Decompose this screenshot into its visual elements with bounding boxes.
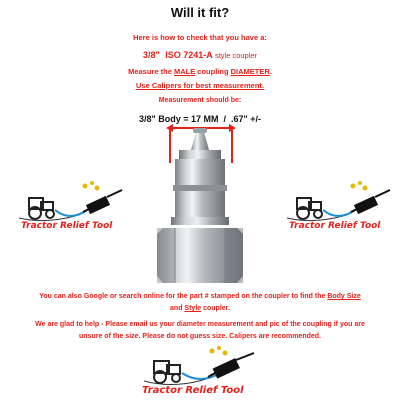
brand-logo-bottom	[130, 345, 270, 400]
brand-name-left: Tractor Relief Tool	[21, 221, 113, 231]
measure-end: .	[269, 67, 272, 76]
grease-gun-icon	[77, 180, 130, 222]
grease-gun-icon	[345, 180, 398, 222]
coupler-spec	[0, 50, 400, 60]
coupler-image	[135, 128, 265, 286]
coupler-size: 3/8"	[142, 50, 160, 60]
measure-prefix: Measure the	[128, 67, 174, 76]
google-note-and: and	[170, 305, 185, 312]
coupler-standard: ISO 7241-A	[165, 50, 213, 60]
body-spec: 3/8" Body = 17 MM / .67" +/-	[138, 114, 262, 124]
google-note-prefix: You can also Google or search online for the part # stamped on the coupler to find the	[39, 293, 328, 300]
google-note-body-size: Body Size	[327, 293, 361, 300]
brand-logo-right	[283, 180, 398, 240]
google-note-end: coupler.	[201, 305, 230, 312]
brand-name-bottom: Tractor Relief Tool	[142, 385, 244, 396]
google-note-style: Style	[184, 305, 202, 312]
measure-male: MALE	[173, 67, 196, 76]
should-be-label: Measurement should be:	[158, 97, 242, 104]
grease-gun-icon	[202, 345, 262, 385]
brand-logo-left	[15, 180, 130, 240]
calipers-note: Use Calipers for best measurement.	[136, 81, 264, 90]
brand-name-right: Tractor Relief Tool	[289, 221, 381, 231]
measure-middle: coupling	[195, 67, 231, 76]
google-note	[34, 291, 366, 315]
help-note: We are glad to help - Please email us your diameter measurement and pic of the coupling if you are unsure of the size. Please do not guess size. Calipers are recommended.	[35, 321, 365, 340]
coupler-suffix: style coupler	[214, 51, 258, 60]
page-title: Will it fit?	[170, 5, 230, 20]
measure-instruction	[0, 67, 400, 76]
intro-text: Here is how to check that you have a:	[133, 33, 267, 42]
measure-diameter: DIAMETER	[230, 67, 270, 76]
